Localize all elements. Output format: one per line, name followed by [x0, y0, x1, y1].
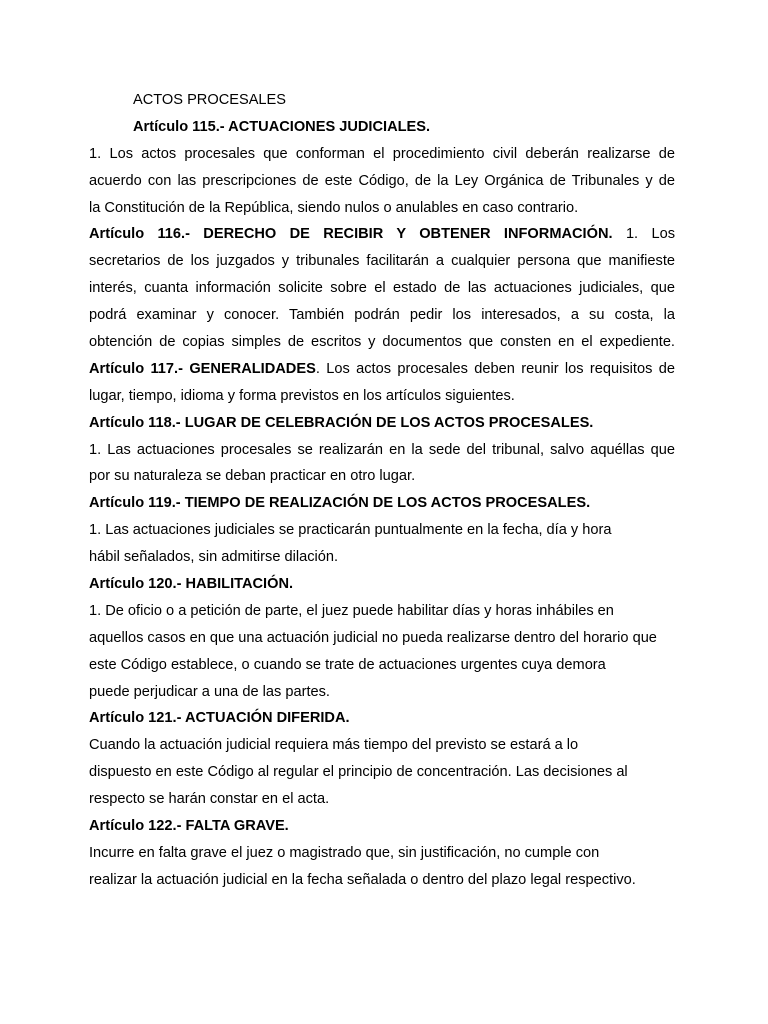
article-117-first-line: [89, 356, 675, 383]
article-118-line-2: por su naturaleza se deban practicar en otro lugar.: [89, 468, 416, 485]
article-116-line-2: interés, cuanta información solicite sobre el estado de las actuaciones judiciales, que: [89, 280, 675, 297]
article-118-line-1: 1. Las actuaciones procesales se realizarán en la sede del tribunal, salvo aquéllas que: [89, 441, 675, 458]
document-heading: ACTOS PROCESALES: [133, 92, 287, 108]
article-120-line-2: aquellos casos en que una actuación judicial no pueda realizarse dentro del horario que: [89, 629, 657, 646]
article-119-line-1: 1. Las actuaciones judiciales se practicarán puntualmente en la fecha, día y hora: [89, 522, 612, 539]
article-121-line-2: dispuesto en este Código al regular el principio de concentración. Las decisiones al: [89, 764, 628, 781]
article-122-line-1: Incurre en falta grave el juez o magistrado que, sin justificación, no cumple con: [89, 844, 600, 861]
article-115-line-2: acuerdo con las prescripciones de este Código, de la Ley Orgánica de Tribunales y de: [89, 172, 675, 189]
document-page: [89, 87, 675, 894]
article-120-title: Artículo 120.- HABILITACIÓN.: [89, 576, 294, 593]
article-121-title: Artículo 121.- ACTUACIÓN DIFERIDA.: [89, 710, 350, 727]
article-119-line-2: hábil señalados, sin admitirse dilación.: [89, 549, 339, 566]
article-116-intro: 1. Los: [625, 226, 675, 243]
article-118-title: Artículo 118.- LUGAR DE CELEBRACIÓN DE LOS ACTOS PROCESALES.: [89, 414, 594, 431]
article-122-line-2: realizar la actuación judicial en la fecha señalada o dentro del plazo legal respectivo.: [89, 871, 636, 888]
article-115-title: Artículo 115.- ACTUACIONES JUDICIALES.: [133, 118, 431, 135]
article-117-title: Artículo 117.- GENERALIDADES: [89, 360, 316, 377]
article-122-title: Artículo 122.- FALTA GRAVE.: [89, 818, 289, 835]
article-117-intro: . Los actos procesales deben reunir los requisitos de: [315, 360, 675, 377]
article-121-line-3: respecto se harán constar en el acta.: [89, 791, 330, 808]
article-120-line-4: puede perjudicar a una de las partes.: [89, 683, 330, 700]
article-115-line-1: 1. Los actos procesales que conforman el procedimiento civil deberán realizarse de: [89, 145, 675, 162]
article-116-line-4: obtención de copias simples de escritos y documentos que consten en el expediente.: [89, 334, 675, 351]
article-116-first-line: [89, 221, 675, 248]
article-115-line-3: la Constitución de la República, siendo nulos o anulables en caso contrario.: [89, 199, 579, 216]
article-121-line-1: Cuando la actuación judicial requiera más tiempo del previsto se estará a lo: [89, 737, 579, 754]
article-116-title: Artículo 116.- DERECHO DE RECIBIR Y OBTENER INFORMACIÓN.: [89, 226, 613, 243]
article-120-line-3: este Código establece, o cuando se trate de actuaciones urgentes cuya demora: [89, 656, 606, 673]
article-119-title: Artículo 119.- TIEMPO DE REALIZACIÓN DE LOS ACTOS PROCESALES.: [89, 495, 591, 512]
article-116-line-3: podrá examinar y conocer. También podrán pedir los interesados, a su costa, la: [89, 307, 675, 324]
article-120-line-1: 1. De oficio o a petición de parte, el juez puede habilitar días y horas inhábiles en: [89, 602, 614, 619]
article-116-line-1: secretarios de los juzgados y tribunales facilitarán a cualquier persona que manifieste: [89, 253, 675, 270]
article-117-line-1: lugar, tiempo, idioma y forma previstos en los artículos siguientes.: [89, 387, 515, 404]
